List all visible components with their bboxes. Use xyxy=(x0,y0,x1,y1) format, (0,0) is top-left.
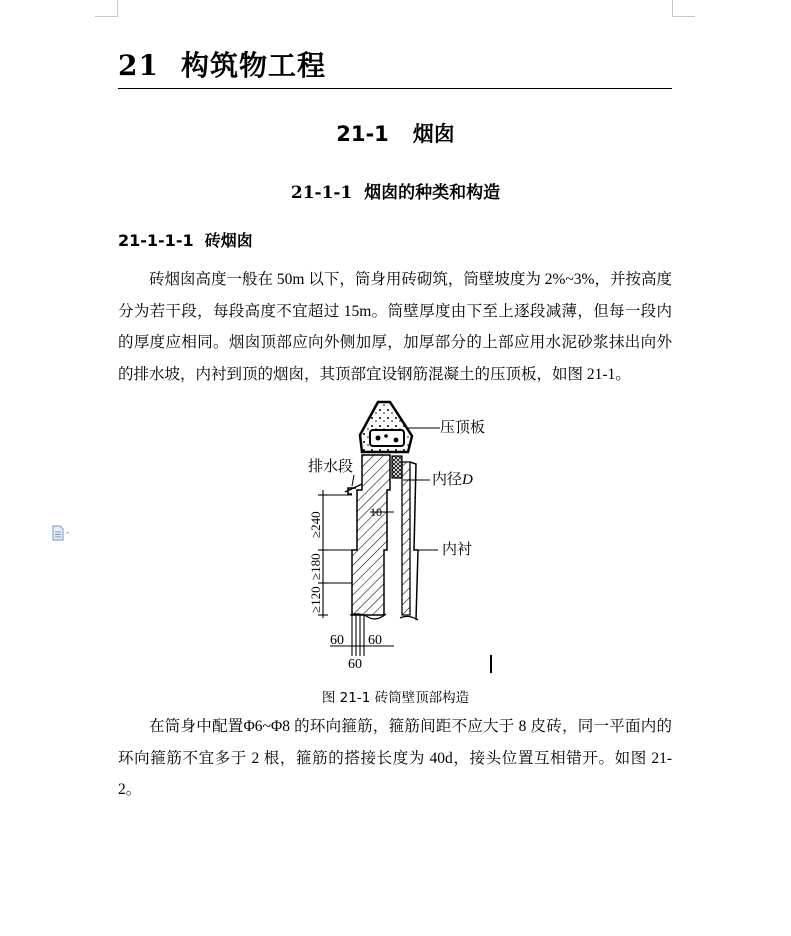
subsubsection-title: 砖烟囱 xyxy=(204,231,253,250)
label-dim-60-left: 60 xyxy=(330,633,344,648)
section-title: 烟囱 xyxy=(412,122,455,146)
label-dim-120: ≥120 xyxy=(308,586,323,613)
chapter-number: 21 xyxy=(118,49,159,82)
chapter-rule xyxy=(118,88,672,89)
subsection-title: 烟囱的种类和构造 xyxy=(364,183,501,203)
subsubsection-heading xyxy=(118,228,253,251)
lining-strip xyxy=(402,462,410,615)
brick-wall xyxy=(352,455,390,615)
label-cap-plate: 压顶板 xyxy=(440,420,486,436)
label-dim-60-bottom: 60 xyxy=(348,657,362,672)
figure-chimney-top xyxy=(290,400,500,675)
document-icon[interactable] xyxy=(52,525,70,541)
section-number: 21-1 xyxy=(336,122,389,146)
subsubsection-number: 21-1-1-1 xyxy=(118,231,194,250)
chevron-down-icon xyxy=(66,532,69,534)
paragraph: 砖烟囱高度一般在 50m 以下，筒身用砖砌筑，筒壁坡度为 2%~3%，并按高度分为若干段，每段高度不宜超过 15m。筒壁厚度由下至上逐段减薄，但每一段内的厚度应相同。烟囱顶部应向外侧加厚，加厚部分的上部应用水泥砂浆抹出向外的排水坡，内衬到顶的烟囱，其顶部宜设钢筋混凝土的压顶板，如图 21-1。 xyxy=(118,271,672,383)
label-dim-180: ≥180 xyxy=(308,553,323,580)
label-dim-240: ≥240 xyxy=(308,511,323,538)
dimension-line-vertical xyxy=(318,490,352,618)
figure-caption: 图 21-1 砖筒壁顶部构造 xyxy=(321,690,470,706)
paragraph: 在筒身中配置Φ6~Φ8 的环向箍筋，箍筋间距不应大于 8 皮砖，同一平面内的环向箍筋不宜多于 2 根，箍筋的搭接长度为 40d，接头位置互相错开。如图 21-2。 xyxy=(118,718,672,798)
text-cursor xyxy=(490,655,492,673)
label-dim-60-right: 60 xyxy=(368,633,382,648)
section-heading xyxy=(0,118,791,148)
page-corner-mark-right xyxy=(672,0,695,17)
subsection-heading xyxy=(0,178,791,203)
subsection-number: 21-1-1 xyxy=(290,183,353,203)
lining-top xyxy=(392,456,402,478)
label-lining: 内衬 xyxy=(442,542,473,558)
chapter-title: 构筑物工程 xyxy=(180,49,326,82)
chapter-heading xyxy=(118,44,326,84)
label-inner-dia: 内径D xyxy=(432,472,473,488)
page-corner-mark-left xyxy=(95,0,118,17)
label-dim-10: 10 xyxy=(370,505,382,519)
label-drain: 排水段 xyxy=(308,459,354,475)
cap-plate-shape xyxy=(360,402,412,452)
